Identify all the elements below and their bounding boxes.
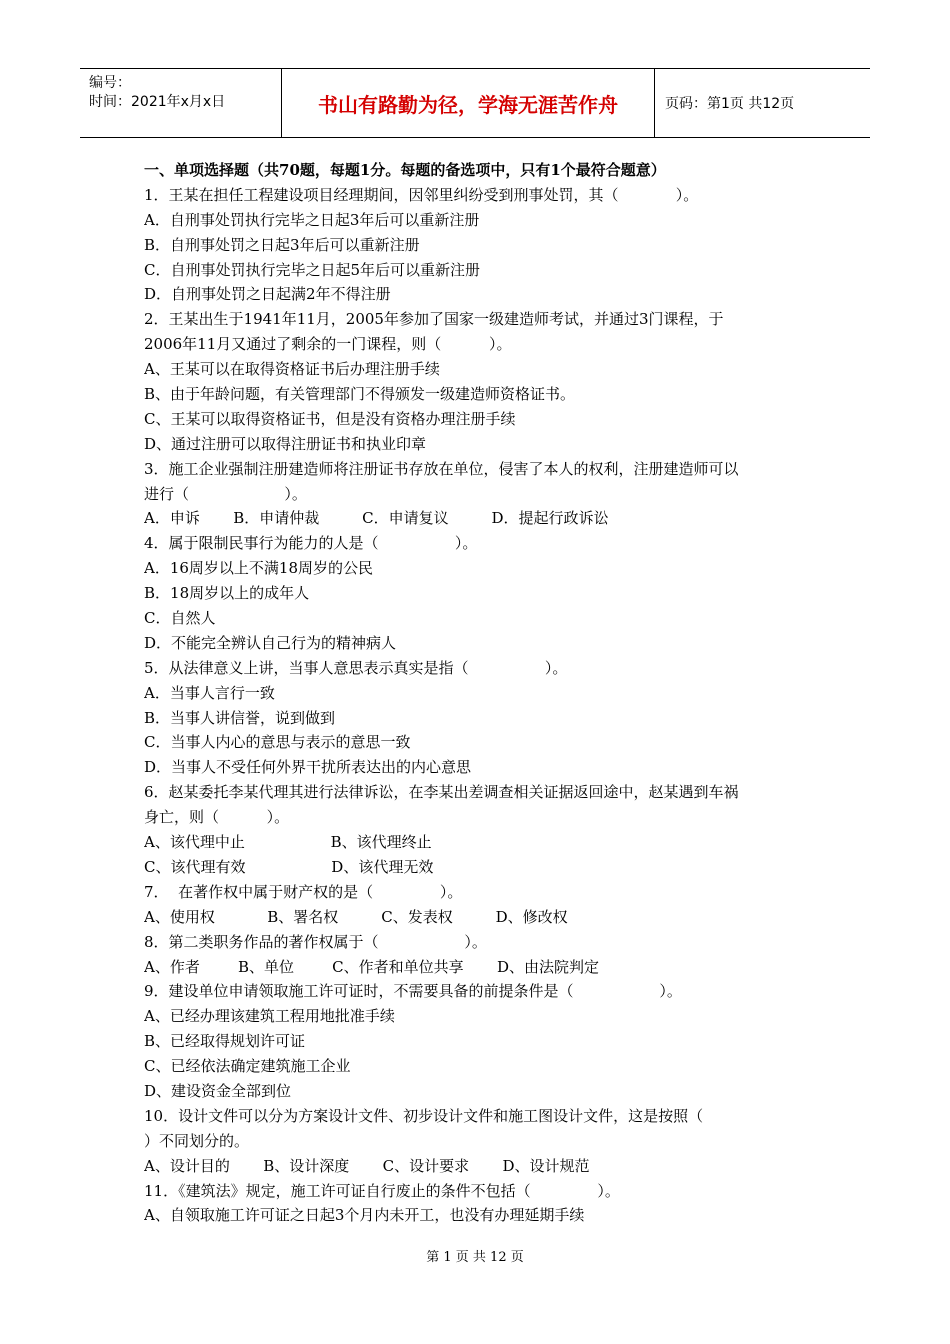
text-line: 进行（ ）。 — [144, 484, 307, 503]
page-info-text: 页码：第1页 共12页 — [665, 96, 795, 112]
text-line: A、该代理中止 B、该代理终止 — [144, 833, 432, 852]
text-line: 身亡，则（ ）。 — [144, 808, 290, 827]
text-line: C、王某可以取得资格证书，但是没有资格办理注册手续 — [144, 409, 516, 428]
text-line: C．当事人内心的意思与表示的意思一致 — [144, 733, 411, 752]
text-line: A、设计目的 B、设计深度 C、设计要求 D、设计规范 — [144, 1156, 590, 1175]
text-line: D．不能完全辨认自己行为的精神病人 — [144, 633, 397, 652]
text-line: 6．赵某委托李某代理其进行法律诉讼，在李某出差调查相关证据返回途中，赵某遇到车祸 — [144, 783, 739, 802]
text-line: B、已经取得规划许可证 — [144, 1032, 306, 1051]
text-line: 7． 在著作权中属于财产权的是（ ）。 — [144, 882, 463, 901]
text-line: A、作者 B、单位 C、作者和单位共享 D、由法院判定 — [144, 957, 600, 976]
text-line: A、使用权 B、署名权 C、发表权 D、修改权 — [144, 907, 568, 926]
header-page-info — [655, 69, 870, 137]
motto-text: 书山有路勤为径，学海无涯苦作舟 — [318, 92, 618, 117]
text-line: C．自刑事处罚执行完毕之日起5年后可以重新注册 — [144, 260, 481, 279]
text-line: 8．第二类职务作品的著作权属于（ ）。 — [144, 932, 487, 951]
text-line: 9．建设单位申请领取施工许可证时，不需要具备的前提条件是（ ）。 — [144, 982, 682, 1001]
header-meta — [80, 69, 282, 137]
page-header — [80, 68, 870, 138]
text-line: C、已经依法确定建筑施工企业 — [144, 1057, 351, 1076]
text-line: ）不同划分的。 — [144, 1131, 250, 1150]
text-line: 4．属于限制民事行为能力的人是（ ）。 — [144, 534, 478, 553]
text-line: D、通过注册可以取得注册证书和执业印章 — [144, 434, 427, 453]
text-line: A．自刑事处罚执行完毕之日起3年后可以重新注册 — [144, 210, 480, 229]
text-line: 10．设计文件可以分为方案设计文件、初步设计文件和施工图设计文件，这是按照（ — [144, 1106, 704, 1125]
text-line: A．16周岁以上不满18周岁的公民 — [144, 559, 374, 578]
document-body — [144, 158, 810, 1228]
text-line: B．自刑事处罚之日起3年后可以重新注册 — [144, 235, 420, 254]
header-motto — [282, 69, 655, 137]
number-label: 编号： — [89, 75, 131, 91]
text-line: 2006年11月又通过了剩余的一门课程，则（ ）。 — [144, 335, 512, 354]
section-title: 一、单项选择题（共70题，每题1分。每题的备选项中，只有1个最符合题意） — [144, 161, 666, 179]
text-line: A．申诉 B．申请仲裁 C．申请复议 D．提起行政诉讼 — [144, 509, 609, 528]
text-line: A、王某可以在取得资格证书后办理注册手续 — [144, 360, 440, 379]
text-line: B．当事人讲信誉，说到做到 — [144, 708, 336, 727]
text-line: D．自刑事处罚之日起满2年不得注册 — [144, 285, 391, 304]
text-line: D．当事人不受任何外界干扰所表达出的内心意思 — [144, 758, 472, 777]
page-footer: 第 1 页 共 12 页 — [426, 1250, 524, 1265]
text-line: A、自领取施工许可证之日起3个月内未开工，也没有办理延期手续 — [144, 1206, 585, 1225]
text-line: 1．王某在担任工程建设项目经理期间，因邻里纠纷受到刑事处罚，其（ ）。 — [144, 185, 699, 204]
text-line: B．18周岁以上的成年人 — [144, 584, 310, 603]
text-line: 3．施工企业强制注册建造师将注册证书存放在单位，侵害了本人的权利，注册建造师可以 — [144, 459, 739, 478]
text-line: 2．王某出生于1941年11月，2005年参加了国家一级建造师考试，并通过3门课程，于 — [144, 310, 724, 329]
text-line: C、该代理有效 D、该代理无效 — [144, 857, 434, 876]
date-label: 时间：2021年x月x日 — [89, 94, 226, 110]
text-line: B、由于年龄问题，有关管理部门不得颁发一级建造师资格证书。 — [144, 385, 576, 404]
text-line: D、建设资金全部到位 — [144, 1081, 292, 1100]
text-line: 11．《建筑法》规定，施工许可证自行废止的条件不包括（ ）。 — [144, 1181, 620, 1200]
text-line: 5．从法律意义上讲，当事人意思表示真实是指（ ）。 — [144, 658, 568, 677]
text-line: A、已经办理该建筑工程用地批准手续 — [144, 1007, 395, 1026]
text-line: C．自然人 — [144, 609, 216, 628]
text-line: A．当事人言行一致 — [144, 683, 275, 702]
